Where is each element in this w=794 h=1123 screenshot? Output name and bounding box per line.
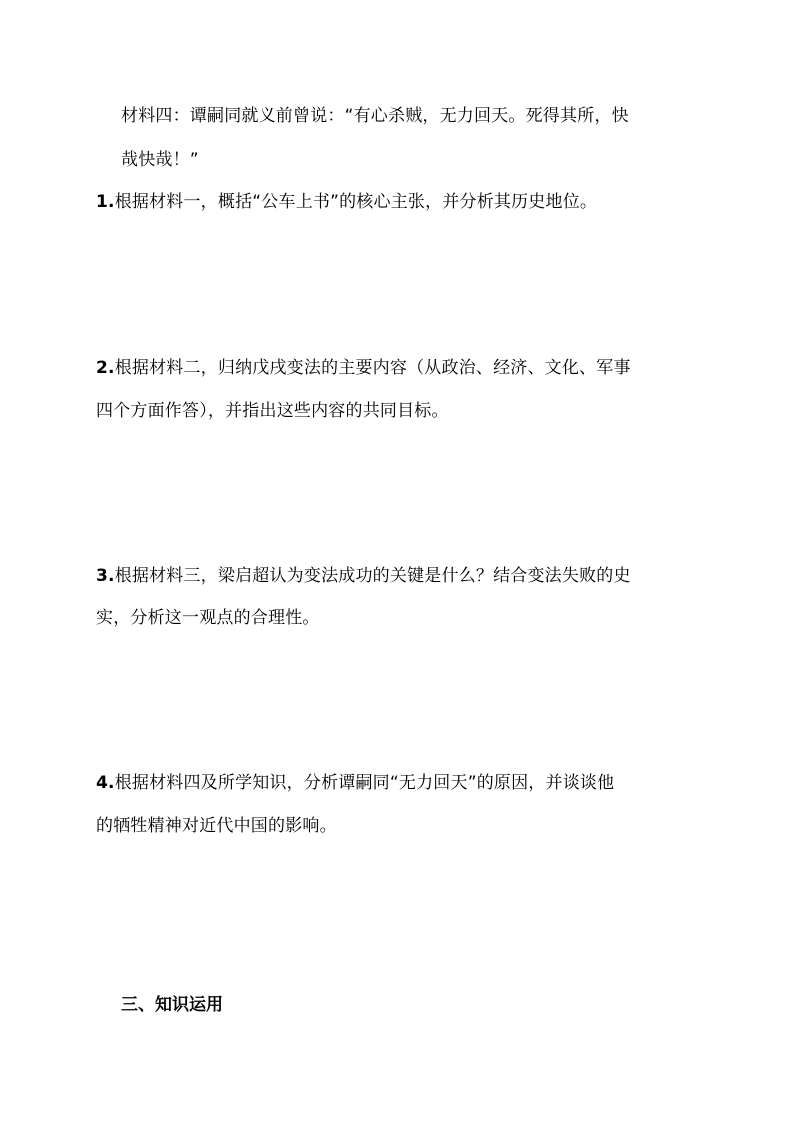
question-3-text-line-1: 根据材料三，梁启超认为变法成功的关键是什么？结合变法失败的史 — [114, 566, 631, 586]
question-4 — [96, 771, 614, 795]
question-4-text-line-2: 的牺牲精神对近代中国的影响。 — [96, 816, 337, 836]
question-2-text-line-1: 根据材料二，归纳戊戌变法的主要内容（从政治、经济、文化、军事 — [114, 358, 631, 378]
question-3 — [96, 564, 631, 588]
material-4-line-2: 哉快哉！” — [121, 150, 199, 170]
question-2-number: 2. — [96, 358, 115, 378]
question-3-text-line-2: 实，分析这一观点的合理性。 — [96, 608, 320, 628]
question-2-text-line-2: 四个方面作答），并指出这些内容的共同目标。 — [96, 401, 449, 421]
question-1-text-line-1: 根据材料一，概括“公车上书”的核心主张，并分析其历史地位。 — [114, 192, 598, 212]
material-4-line-1: 材料四：谭嗣同就义前曾说：“有心杀贼，无力回天。死得其所，快 — [121, 106, 629, 126]
question-3-number: 3. — [96, 566, 115, 586]
question-4-text-line-1: 根据材料四及所学知识，分析谭嗣同“无力回天”的原因，并谈谈他 — [114, 773, 615, 793]
question-2 — [96, 356, 631, 380]
question-1-number: 1. — [96, 192, 115, 212]
section-3-heading: 三、知识运用 — [121, 995, 223, 1015]
question-1 — [96, 190, 597, 214]
question-4-number: 4. — [96, 773, 115, 793]
